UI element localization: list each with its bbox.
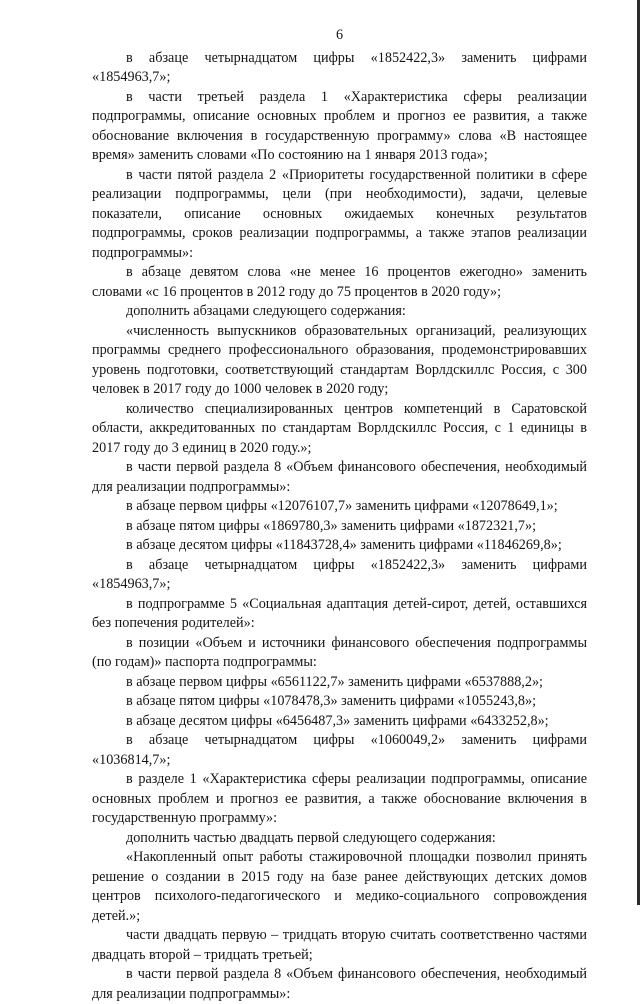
paragraph: дополнить абзацами следующего содержания: bbox=[92, 302, 587, 322]
paragraph: в абзаце девятом слова «не менее 16 процентов ежегодно» заменить словами «с 16 процентов в 2012 году до 75 процентов в 2020 году»; bbox=[92, 263, 587, 302]
paragraph: в абзаце первом цифры «6561122,7» заменить цифрами «6537888,2»; bbox=[92, 673, 587, 693]
paragraph: в части первой раздела 8 «Объем финансового обеспечения, необходимый для реализации подпрограммы»: bbox=[92, 458, 587, 497]
paragraph: дополнить частью двадцать первой следующего содержания: bbox=[92, 829, 587, 849]
paragraph: в абзаце четырнадцатом цифры «1852422,3» заменить цифрами «1854963,7»; bbox=[92, 556, 587, 595]
paragraph: в абзаце первом цифры «12076107,7» заменить цифрами «12078649,1»; bbox=[92, 497, 587, 517]
paragraph: в части третьей раздела 1 «Характеристика сферы реализации подпрограммы, описание основных проблем и прогноз ее развития, а также обоснование включения в государственную программу» слова «В настоящее время» заменить словами «По состоянию на 1 января 2013 года»; bbox=[92, 88, 587, 166]
paragraph: в подпрограмме 5 «Социальная адаптация детей-сирот, детей, оставшихся без попечения родителей»: bbox=[92, 595, 587, 634]
paragraph: «Накопленный опыт работы стажировочной площадки позволил принять решение о создании в 2015 году на базе ранее действующих детских домов центров психолого-педагогического и медико-социального сопровождения детей.»; bbox=[92, 848, 587, 926]
paragraph: части двадцать первую – тридцать вторую считать соответственно частями двадцать второй – тридцать третьей; bbox=[92, 926, 587, 965]
page-number: 6 bbox=[92, 26, 587, 46]
paragraph: количество специализированных центров компетенций в Саратовской области, аккредитованных по стандартам Ворлдскиллс Россия, с 1 единицы в 2017 году до 3 единиц в 2020 году.»; bbox=[92, 400, 587, 459]
paragraph: в части пятой раздела 2 «Приоритеты государственной политики в сфере реализации подпрограммы, цели (при необходимости), задачи, целевые показатели, описание основных ожидаемых конечных результатов подпрограммы, сроков реализации подпрограммы, а также этапов реализации подпрограммы»: bbox=[92, 166, 587, 264]
paragraph: в разделе 1 «Характеристика сферы реализации подпрограммы, описание основных проблем и прогноз ее развития, а также обоснование включения в государственную программу»: bbox=[92, 770, 587, 829]
document-body bbox=[92, 49, 587, 1004]
document-page bbox=[92, 26, 587, 1004]
paragraph: в абзаце пятом цифры «1078478,3» заменить цифрами «1055243,8»; bbox=[92, 692, 587, 712]
paragraph: в абзаце четырнадцатом цифры «1852422,3» заменить цифрами «1854963,7»; bbox=[92, 49, 587, 88]
paragraph: в части первой раздела 8 «Объем финансового обеспечения, необходимый для реализации подпрограммы»: bbox=[92, 965, 587, 1004]
paragraph: «численность выпускников образовательных организаций, реализующих программы среднего профессионального образования, продемонстрировавших уровень подготовки, соответствующий стандартам Ворлдскиллс Россия, с 300 человек в 2017 году до 1000 человек в 2020 году; bbox=[92, 322, 587, 400]
paragraph: в абзаце десятом цифры «11843728,4» заменить цифрами «11846269,8»; bbox=[92, 536, 587, 556]
paragraph: в абзаце пятом цифры «1869780,3» заменить цифрами «1872321,7»; bbox=[92, 517, 587, 537]
paragraph: в позиции «Объем и источники финансового обеспечения подпрограммы (по годам)» паспорта подпрограммы: bbox=[92, 634, 587, 673]
paragraph: в абзаце четырнадцатом цифры «1060049,2» заменить цифрами «1036814,7»; bbox=[92, 731, 587, 770]
paragraph: в абзаце десятом цифры «6456487,3» заменить цифрами «6433252,8»; bbox=[92, 712, 587, 732]
